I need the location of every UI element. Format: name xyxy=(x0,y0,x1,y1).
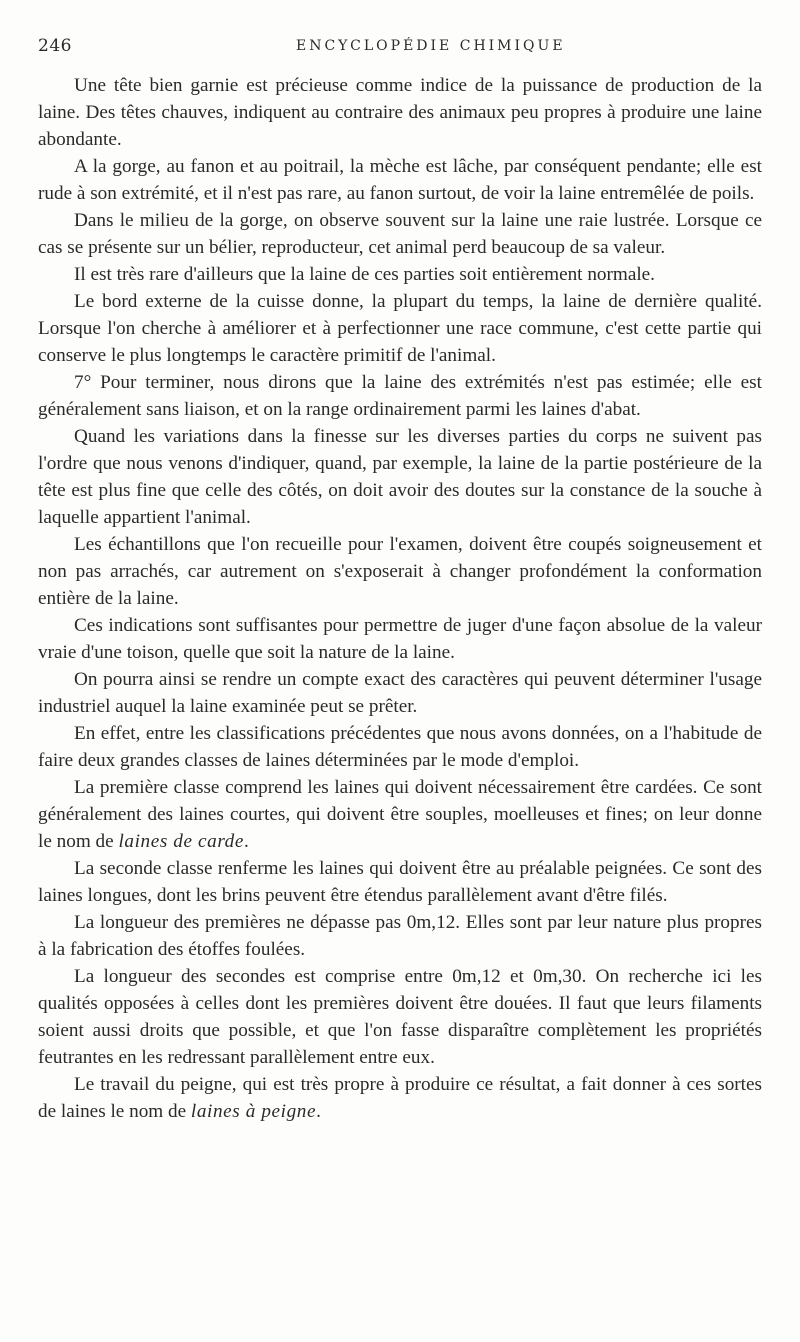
page-header xyxy=(38,36,768,60)
term-laines-a-peigne: laines à peigne xyxy=(190,1101,317,1122)
paragraph: On pourra ainsi se rendre un compte exact des caractères qui peuvent déterminer l'usage industriel auquel la laine examinée peut se prêter. xyxy=(38,669,762,717)
term-laines-de-carde: laines de carde xyxy=(118,831,244,852)
paragraph: Le bord externe de la cuisse donne, la plupart du temps, la laine de dernière qualité. Lorsque l'on cherche à améliorer et à perfectionner une race commune, c'est cette partie qui conserve le plus longtemps le caractère primitif de l'animal. xyxy=(38,291,762,366)
paragraph: En effet, entre les classifications précédentes que nous avons données, on a l'habitude de faire deux grandes classes de laines déterminées par le mode d'emploi. xyxy=(38,723,762,771)
paragraph: 7° Pour terminer, nous dirons que la laine des extrémités n'est pas estimée; elle est généralement sans liaison, et on la range ordinairement parmi les laines d'abat. xyxy=(38,372,762,420)
running-title: ENCYCLOPÉDIE CHIMIQUE xyxy=(296,38,566,54)
paragraph: Ces indications sont suffisantes pour permettre de juger d'une façon absolue de la valeur vraie d'une toison, quelle que soit la nature de la laine. xyxy=(38,615,762,663)
paragraph: La longueur des premières ne dépasse pas 0m,12. Elles sont par leur nature plus propres à la fabrication des étoffes foulées. xyxy=(38,912,762,960)
paragraph-carde xyxy=(38,774,762,855)
paragraph-text: Le travail du peigne, qui est très propre à produire ce résultat, a fait donner à ces sortes de laines le nom de xyxy=(38,1074,762,1122)
paragraph-peigne xyxy=(38,1071,762,1125)
body-text xyxy=(38,72,762,1125)
paragraph: La longueur des secondes est comprise entre 0m,12 et 0m,30. On recherche ici les qualités opposées à celles dont les premières doivent être douées. Il faut que leurs filaments soient aussi droits que possible, et que l'on fasse disparaître complètement les propriétés feutrantes en les redressant parallèlement entre eux. xyxy=(38,966,762,1068)
paragraph: Une tête bien garnie est précieuse comme indice de la puissance de production de la laine. Des têtes chauves, indiquent au contraire des animaux peu propres à produire une laine abondante. xyxy=(38,75,762,150)
paragraph: Dans le milieu de la gorge, on observe souvent sur la laine une raie lustrée. Lorsque ce cas se présente sur un bélier, reproducteur, cet animal perd beaucoup de sa valeur. xyxy=(38,210,762,258)
paragraph-text-end: . xyxy=(243,831,249,852)
paragraph-text: La première classe comprend les laines qui doivent nécessairement être cardées. Ce sont généralement des laines courtes, qui doivent être souples, moelleuses et fines; on leur donne le nom de xyxy=(38,777,762,852)
paragraph-text-end: . xyxy=(316,1101,321,1122)
paragraph: Quand les variations dans la finesse sur les diverses parties du corps ne suivent pas l'ordre que nous venons d'indiquer, quand, par exemple, la laine de la partie postérieure de la tête est plus fine que celle des côtés, on doit avoir des doutes sur la constance de la souche à laquelle appartient l'animal. xyxy=(38,426,762,528)
paragraph: A la gorge, au fanon et au poitrail, la mèche est lâche, par conséquent pendante; elle est rude à son extrémité, et il n'est pas rare, au fanon surtout, de voir la laine entremêlée de poils. xyxy=(38,156,762,204)
paragraph: Il est très rare d'ailleurs que la laine de ces parties soit entièrement normale. xyxy=(74,264,655,285)
paragraph: Les échantillons que l'on recueille pour l'examen, doivent être coupés soigneusement et non pas arrachés, car autrement on s'exposerait à changer profondément la conformation entière de la laine. xyxy=(38,534,762,609)
paragraph: La seconde classe renferme les laines qui doivent être au préalable peignées. Ce sont des laines longues, dont les brins peuvent être étendus parallèlement avant d'être filés. xyxy=(38,858,762,906)
page-number: 246 xyxy=(38,36,72,56)
